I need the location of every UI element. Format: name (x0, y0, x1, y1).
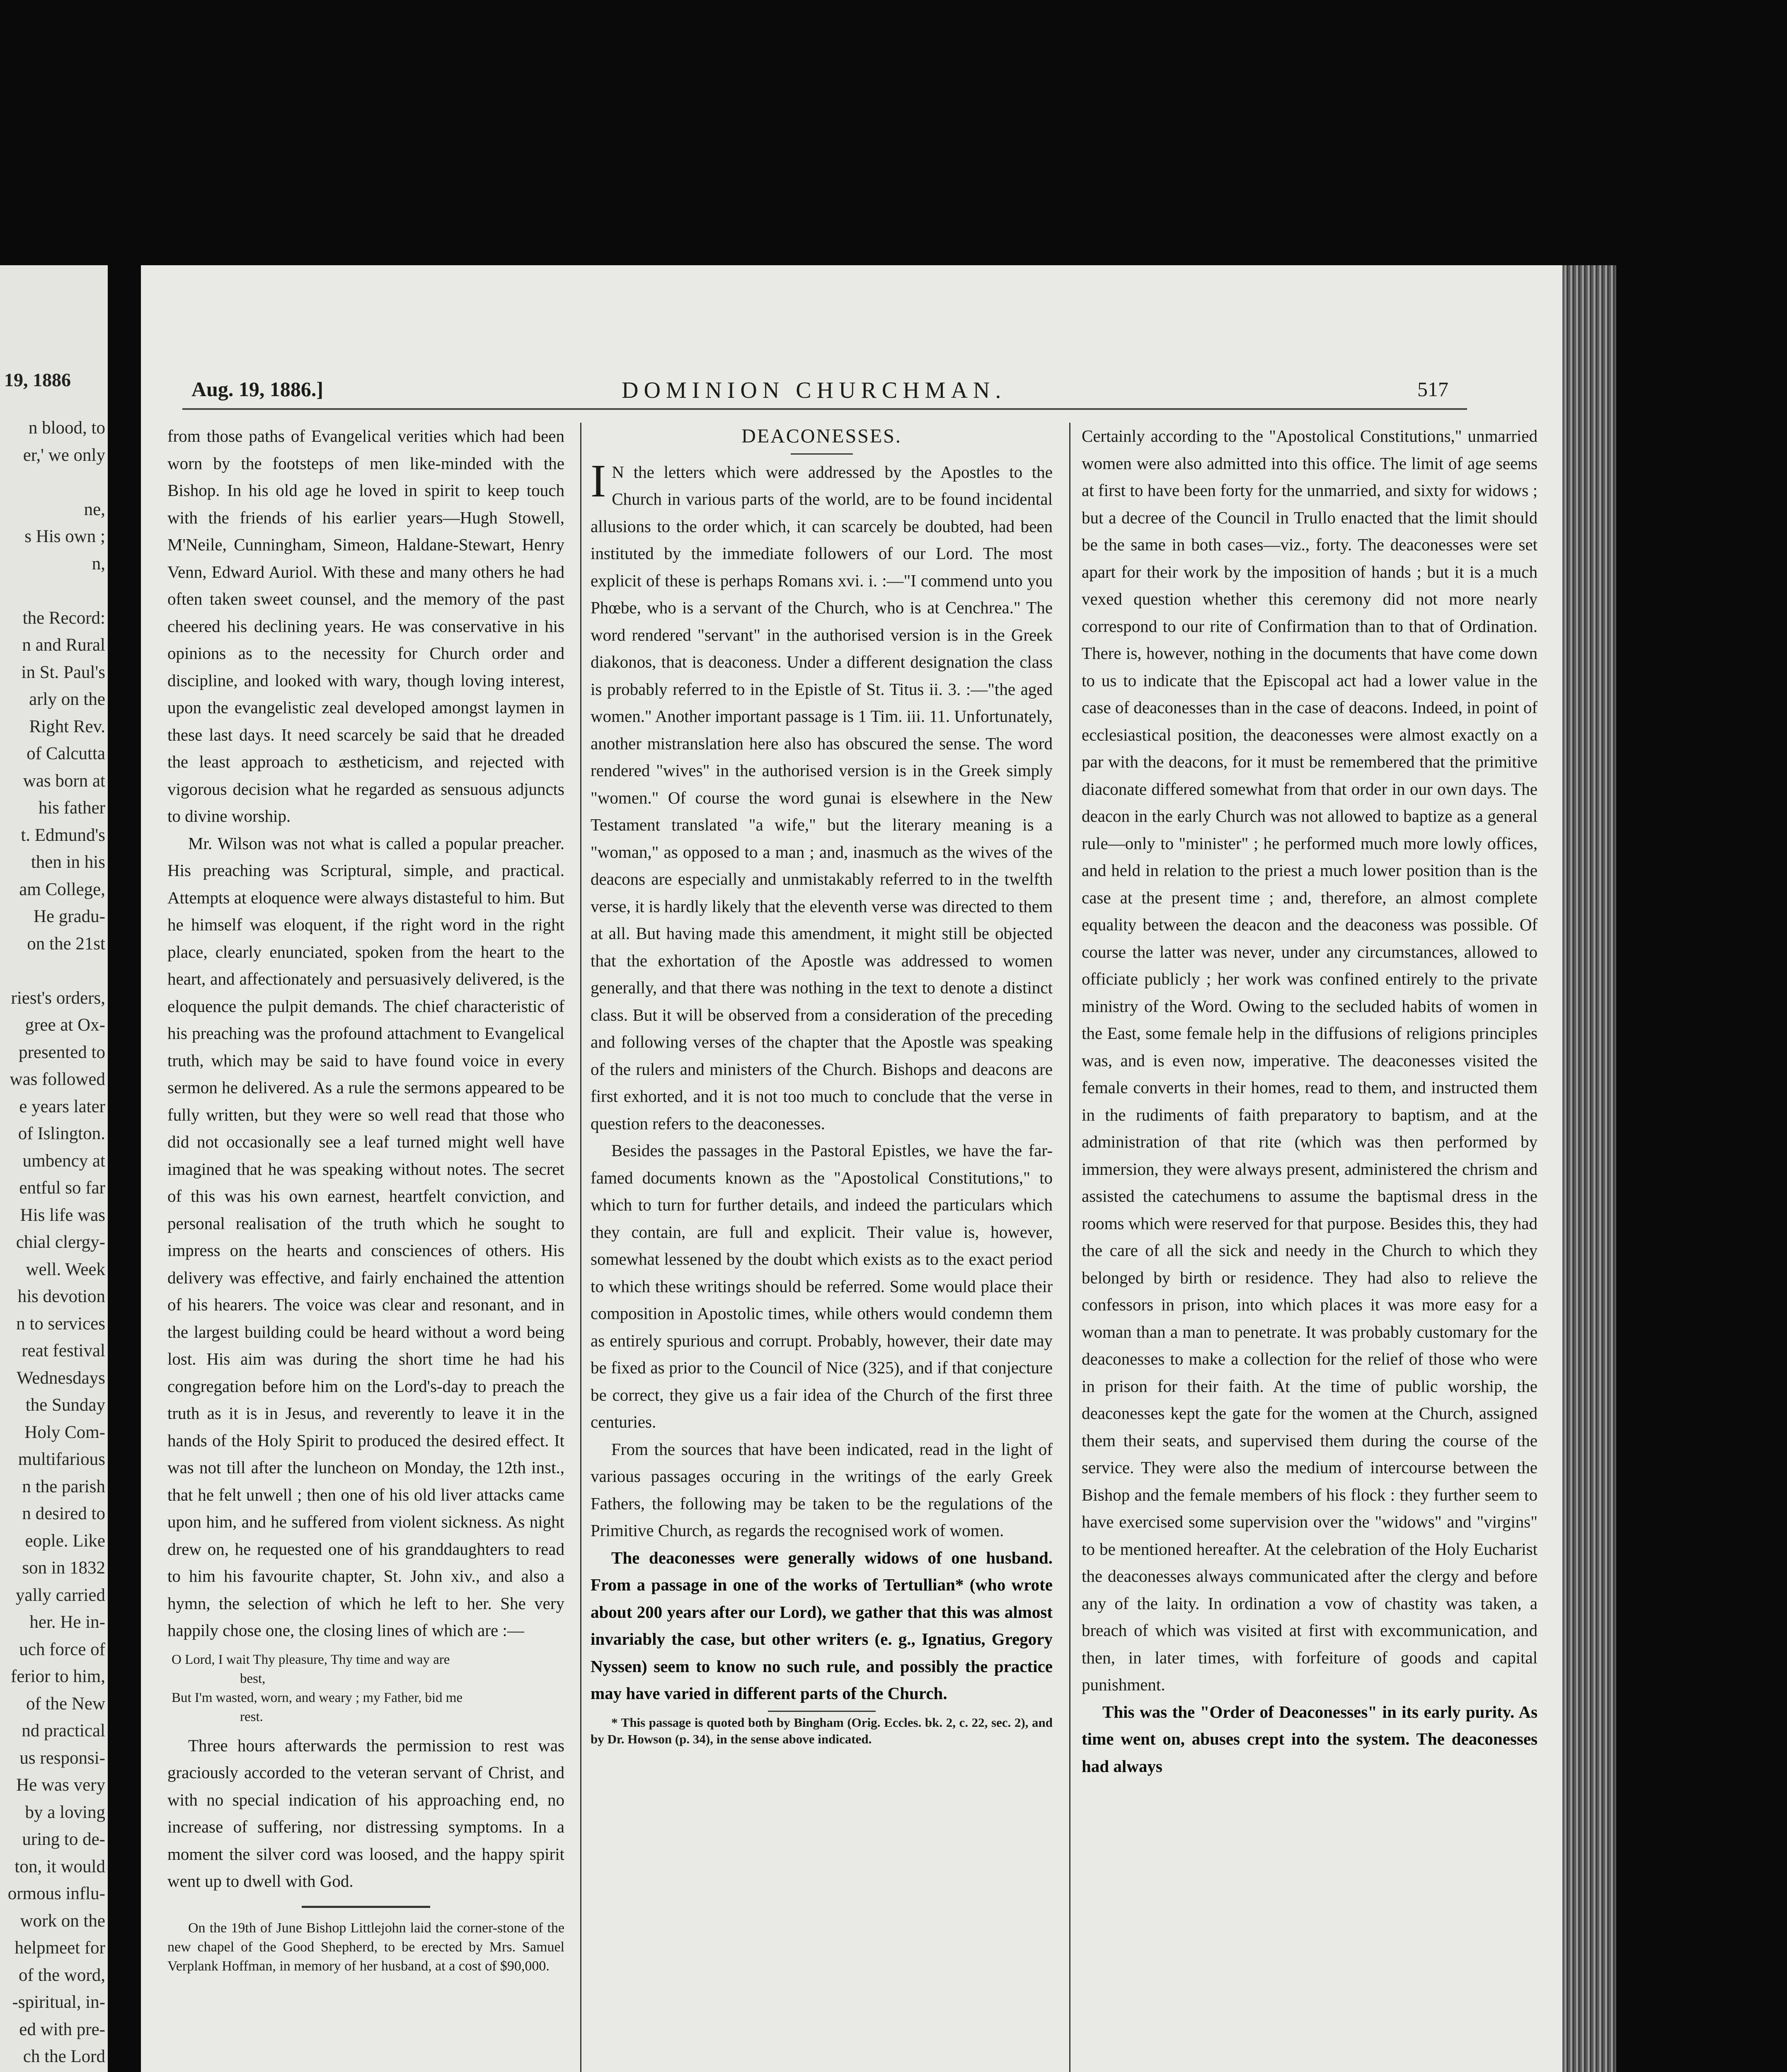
previous-page-line (0, 577, 108, 605)
hymn-quote (167, 1650, 564, 1726)
drop-cap: I (591, 455, 606, 507)
previous-page-line: of the New (26, 1694, 105, 1714)
previous-page-header: 19, 1886 (4, 369, 71, 390)
previous-page-line: Right Rev. (29, 716, 105, 736)
paragraph: from those paths of Evangelical verities which had been worn by the footsteps of men like-minded with the Bishop. In his old age he loved in spirit to keep touch with the friends of his earlier years—Hugh Stowell, M'Neile, Cunningham, Simeon, Haldane-Stewart, Henry Venn, Edward Auriol. With these and many others he had often taken sweet counsel, and the memory of the past cheered his declining years. He was conservative in his opinions as to the necessity for Church order and discipline, and looked with wary, though loving interest, upon the evangelistic zeal developed amongst laymen in these last days. It need scarcely be said that he dreaded the least approach to æstheticism, and rejected with vigorous decision what he regarded as sensuous adjuncts to divine worship. (167, 426, 564, 825)
previous-page-line: reat festival (22, 1341, 105, 1360)
previous-page-line: on the 21st (27, 934, 105, 954)
paragraph-text: N the letters which were addressed by the Apostles to the Church in various parts of the world, are to be found incidental allusions to the order which, it can scarcely be doubted, had been instituted by the immediate followers of our Lord. The most explicit of these is perhaps Romans xvi. i. :—"I commend unto you Phœbe, who is a servant of the Church, who is at Cenchrea." The word rendered "servant" in the authorised version is in the Greek diakonos, that is deaconess. Under a different designation the class is probably referred to in the Epistle of St. Titus ii. 3. :—"the aged women." Another important passage is 1 Tim. iii. 11. Unfortunately, another mistranslation here also has obscured the sense. The word rendered "wives" in the authorised version is in the Greek simply "women." Of course the word gunai is elsewhere in the New Testament translated "a wife," but the literary meaning is a "woman," as opposed to a man ; and, inasmuch as the wives of the deacons are especially and unmistakably referred to in the twelfth verse, it is hardly likely that the eleventh verse was directed to them at all. But having made this amendment, it might still be objected that the exhortation of the Apostle was addressed to women generally, and that there was nothing in the text to denote a distinct class. But it will be observed from a consideration of the preceding and following verses of the chapter that the Apostle was speaking of the rulers and ministers of the Church. Bishops and deacons are first exhorted, and it is not too much to conclude that the verse in question refers to the deaconesses. (591, 462, 1053, 1133)
previous-page-line: He gradu- (33, 907, 105, 926)
previous-page-line: presented to (19, 1042, 105, 1062)
paragraph: From the sources that have been indicated, read in the light of various passages occuring in the writings of the early Greek Fathers, the following may be taken to be the regulations of the Primitive Church, as regards the recognised work of women. (591, 1439, 1053, 1540)
previous-page-line: his father (38, 798, 105, 818)
page-number: 517 (1417, 378, 1448, 401)
previous-page-line: He was very (16, 1775, 105, 1795)
news-note: On the 19th of June Bishop Littlejohn laid the corner-stone of the new chapel of the Good Shepherd, to be erected by Mrs. Samuel Verplank Hoffman, in memory of her husband, at a cost of $90,000. (167, 1920, 564, 1974)
previous-page-line: ne, (84, 499, 105, 519)
previous-page-line: ed with pre- (19, 2019, 105, 2039)
separator-rule (302, 1906, 430, 1908)
previous-page-line: of the word, (19, 1965, 105, 1985)
previous-page-line: ormous influ- (7, 1884, 105, 1903)
page-stack-edge (1562, 265, 1616, 2072)
previous-page-line: Holy Com- (24, 1422, 105, 1442)
previous-page-line: work on the (20, 1911, 105, 1931)
paragraph: Mr. Wilson was not what is called a popular preacher. His preaching was Scriptural, simple, and practical. Attempts at eloquence were always distasteful to him. But he himself was eloquent, if the right word in the right place, clearly enunciated, spoken from the heart to the heart, and affectionately and persuasively delivered, is the eloquence the pulpit demands. The chief characteristic of his preaching was the profound attachment to Evangelical truth, which may be said to have found voice in every sermon he delivered. As a rule the sermons appeared to be fully written, but they were so well read that those who did not occasionally see a leaf turned might well have imagined that he was speaking without notes. The secret of this was his own earnest, heartfelt conviction, and personal realisation of the truth which he sought to impress on the hearts and consciences of others. His delivery was effective, and fairly enchained the attention of his hearers. The voice was clear and resonant, and in the largest building could be heard without a word being lost. His aim was during the short time he had his congregation before him on the Lord's-day to preach the truth as it is in Jesus, and reverently to leave it in the hands of the Holy Spirit to produced the desired effect. It was not till after the luncheon on Monday, the 12th inst., that he felt unwell ; then one of his old liver attacks came upon him, and he suffered from violent sickness. As night drew on, he requested one of his granddaughters to read to him his favourite chapter, St. John xiv., and also a hymn, the selection of which he left to her. She very happily chose one, the closing lines of which are :— (167, 833, 564, 1640)
column-left (167, 423, 564, 1976)
previous-page-line: of Calcutta (27, 744, 105, 763)
previous-page-line: n the parish (22, 1477, 105, 1496)
previous-page-line: er,' we only (23, 445, 105, 465)
title-rule (791, 453, 853, 455)
column-rule (1069, 423, 1070, 2072)
previous-page-line: nd practical (22, 1721, 105, 1740)
previous-page-line: us responsi- (19, 1748, 105, 1768)
previous-page-line: n to services (16, 1314, 105, 1334)
paragraph: Three hours afterwards the permission to rest was graciously accorded to the veteran servant of Christ, and with no special indication of his approaching end, no increase of suffering, nor distressing symptoms. In a moment the silver cord was loosed, and the happy spirit went up to dwell with God. (167, 1736, 564, 1890)
paragraph: Certainly according to the "Apostolical Constitutions," unmarried women were also admitted into this office. The limit of age seems at first to have been forty for the unmarried, and sixty for widows ; but a decree of the Council in Trullo enacted that the limit should be the same in both cases—viz., forty. The deaconesses were set apart for their work by the imposition of hands ; but it is a much vexed question whether this ceremony did not more nearly correspond to our rite of Confirmation than to that of Ordination. There is, however, nothing in the documents that have come down to us to indicate that the Episcopal act had a lower value in the case of deaconesses than in the case of deacons. Indeed, in point of ecclesiastical position, the deaconesses were almost exactly on a par with the deacons, for it must be remembered that the primitive diaconate differed somewhat from that order in our own days. The deacon in the early Church was not allowed to baptize as a general rule—only to "minister" ; he performed much more lowly offices, and held in relation to the priest a much lower position than is the case at the present time ; and, therefore, an almost complete equality between the deacon and the deaconess was possible. Of course the latter was never, under any circumstances, allowed to officiate publicly ; her work was confined entirely to the private ministry of the Word. Owing to the secluded habits of women in the East, some female help in the diffusions of religions principles was, and is even now, imperative. The deaconesses visited the female converts in their homes, read to them, and instructed them in the rudiments of faith preparatory to baptism, and at the administration of that rite (which was then performed by immersion, they were always present, administered the chrism and assisted the catechumens to assume the baptismal dress in the rooms which were reserved for that purpose. Besides this, they had the care of all the sick and needy in the Church to which they belonged by birth or residence. They had also to relieve the confessors in prison, into which places it was more easy for a woman than a man to penetrate. It was probably customary for the deaconesses to make a collection for the relief of those who were in prison for their faith. At the time of public worship, the deaconesses kept the gate for the women at the Church, assigned them their seats, and supervised them during the course of the service. They were also the medium of intercourse between the Bishop and the female members of his flock : they further seem to have exercised some supervision over the "widows" and "virgins" to be mentioned hereafter. At the celebration of the Holy Eucharist the deaconesses always communicated after the clergy and before any of the laity. In ordination a vow of chastity was taken, a breach of which was visited at first with excommunication, and then, in later times, with forfeiture of goods and capital punishment. (1082, 426, 1538, 1694)
previous-page-line: uring to de- (22, 1830, 105, 1849)
previous-page-line: ch the Lord (23, 2047, 105, 2066)
hymn-line: best, (240, 1671, 266, 1686)
issue-date: Aug. 19, 1886.] (191, 378, 324, 401)
previous-page-line: was followed (10, 1070, 105, 1089)
previous-page-edge (0, 265, 108, 2072)
previous-page-line: multifarious (18, 1450, 105, 1469)
hymn-line: rest. (240, 1709, 263, 1724)
paragraph: This was the "Order of Deaconesses" in its early purity. As time went on, abuses crept into the system. The deaconesses had always (1082, 1702, 1538, 1776)
column-right (1082, 423, 1538, 1780)
hymn-line: But I'm wasted, worn, and weary ; my Father, bid me (172, 1690, 463, 1705)
previous-page-line: helpmeet for (15, 1938, 105, 1958)
footnote: * This passage is quoted both by Bingham (Orig. Eccles. bk. 2, c. 22, sec. 2), and by Dr. Howson (p. 34), in the sense above indicated. (591, 1715, 1053, 1746)
article-title: DEACONESSES. (741, 425, 902, 447)
previous-page-line: his devotion (17, 1287, 105, 1306)
previous-page-line: son in 1832 (22, 1558, 105, 1578)
previous-page-line (0, 469, 108, 496)
previous-page-line: Wednesdays (17, 1368, 105, 1388)
previous-page-line: was born at (23, 771, 105, 791)
previous-page-text (0, 414, 108, 2072)
previous-page-line: n desired to (22, 1504, 105, 1523)
previous-page-line: arly on the (29, 690, 105, 709)
previous-page-line: the Sunday (25, 1395, 105, 1415)
paragraph: Besides the passages in the Pastoral Epistles, we have the far-famed documents known as the "Apostolical Constitutions," to which to turn for further details, and indeed the particulars which they contain, are full and explicit. Their value is, however, somewhat lessened by the doubt which exists as to the exact period to which these writings should be referred. Some would place their composition in Apostolic times, while others would condemn them as entirely spurious and corrupt. Probably, however, their date may be fixed as prior to the Council of Nice (325), and if that conjecture be correct, they give us a fair idea of the Church of the first three centuries. (591, 1141, 1053, 1431)
footnote-rule (768, 1711, 876, 1712)
previous-page-line: of Islington. (18, 1124, 105, 1143)
previous-page-line: n blood, to (28, 418, 105, 438)
previous-page-line: by a loving (25, 1802, 105, 1822)
previous-page-line: -spiritual, in- (12, 1992, 105, 2012)
column-rule (580, 423, 581, 2072)
previous-page-line (0, 2070, 108, 2072)
previous-page-line: yally carried (15, 1585, 105, 1605)
previous-page-line: ton, it would (15, 1857, 105, 1876)
previous-page-line: then in his (31, 852, 105, 872)
previous-page-line: t. Edmund's (21, 825, 105, 845)
hymn-line: O Lord, I wait Thy pleasure, Thy time and way are (172, 1652, 450, 1667)
previous-page-line: n, (92, 554, 105, 574)
previous-page-line: her. He in- (29, 1612, 105, 1632)
previous-page-line: entful so far (19, 1178, 105, 1198)
previous-page-line: uch force of (19, 1639, 105, 1659)
previous-page-line: in St. Paul's (21, 662, 105, 682)
previous-page-line: well. Week (26, 1259, 105, 1279)
masthead-title: DOMINION CHURCHMAN. (622, 378, 1007, 403)
previous-page-line: e years later (19, 1097, 105, 1116)
previous-page-line: His life was (20, 1205, 105, 1225)
previous-page-line: n and Rural (22, 635, 105, 655)
previous-page-line: eople. Like (25, 1531, 105, 1551)
previous-page-line: chial clergy- (16, 1232, 105, 1252)
previous-page-line: riest's orders, (11, 988, 105, 1008)
paragraph: The deaconesses were generally widows of one husband. From a passage in one of the works of Tertullian* (who wrote about 200 years after our Lord), we gather that this was almost invariably the case, but other writers (e. g., Ignatius, Gregory Nyssen) seem to know no such rule, and possibly the practice may have varied in different parts of the Church. (591, 1548, 1053, 1703)
paragraph (591, 455, 1053, 1138)
header-rule (182, 408, 1467, 410)
previous-page-line: umbency at (22, 1151, 105, 1171)
column-middle (591, 423, 1053, 1748)
previous-page-line: s His own ; (24, 527, 105, 546)
previous-page-line: gree at Ox- (25, 1015, 105, 1035)
previous-page-line: the Record: (22, 608, 105, 628)
newspaper-page (141, 265, 1600, 2072)
previous-page-line: ferior to him, (10, 1667, 105, 1686)
previous-page-line: am College, (19, 879, 105, 899)
previous-page-line (0, 957, 108, 985)
